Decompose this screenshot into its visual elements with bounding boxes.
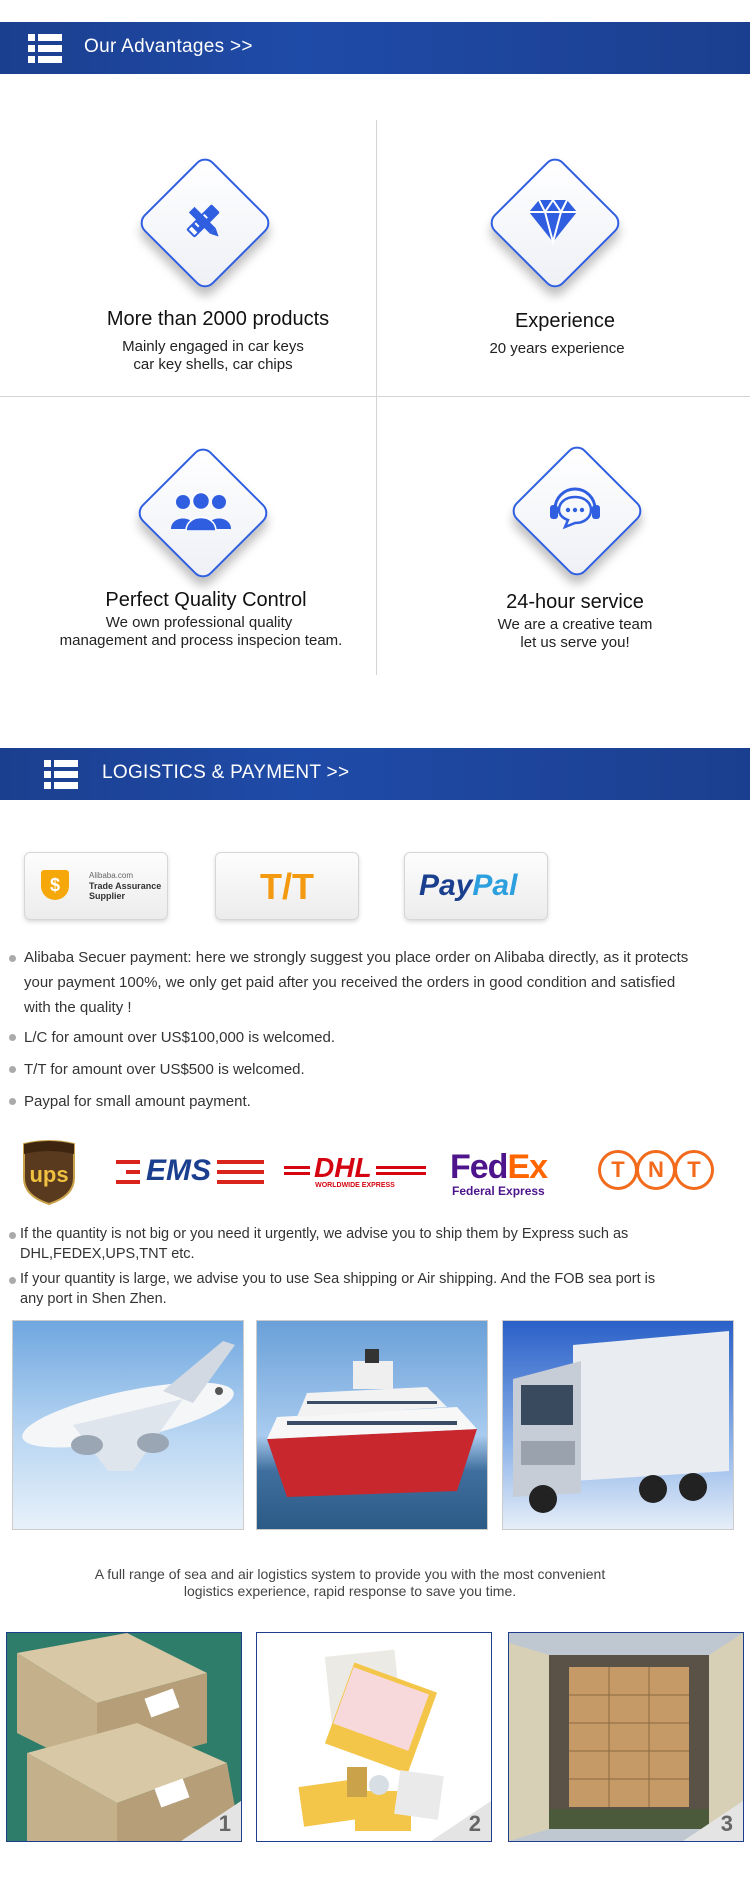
shipping-note: DHL,FEDEX,UPS,TNT etc. [20,1246,195,1262]
ems-logo [116,1150,264,1194]
alibaba-brand: Alibaba.com [89,871,134,880]
payment-note: T/T for amount over US$500 is welcomed. [24,1061,305,1078]
advantage-products-badge [128,146,278,296]
payment-note: your payment 100%, we only get paid after you received the orders in good condition and satisfied [24,974,676,991]
dhl-logo [284,1148,426,1194]
advantage-experience-badge [478,146,628,296]
payment-note: L/C for amount over US$100,000 is welcomed. [24,1029,335,1046]
grid-divider-vertical [376,120,377,675]
advantage-service-badge [500,434,650,584]
advantage-title: Perfect Quality Control [105,589,307,611]
advantage-text-line: We own professional quality [105,614,293,631]
shipping-note: If your quantity is large, we advise you to use Sea shipping or Air shipping. And the FOB sea port is [20,1271,656,1287]
paypal-badge [404,852,548,920]
bullet [9,1034,16,1041]
paypal-logo-pal: Pal [472,869,518,902]
bullet [9,1098,16,1105]
bullet [9,955,16,962]
payment-note: Paypal for small amount payment. [24,1093,251,1110]
bullet [9,1277,16,1284]
shipping-note: any port in Shen Zhen. [20,1291,167,1307]
advantage-title: More than 2000 products [106,308,330,330]
airplane-photo [12,1320,244,1530]
logistics-banner [0,748,750,800]
paypal-logo-pay: Pay [419,869,473,902]
container-loading-photo [508,1632,744,1842]
bullet [9,1232,16,1239]
logistics-caption-line: A full range of sea and air logistics system to provide you with the most convenient [94,1566,606,1582]
tools-icon [128,146,278,296]
fedex-logo [450,1148,566,1198]
tt-label: T/T [260,866,314,907]
bullet [9,1066,16,1073]
ems-text: EMS [140,1154,217,1188]
ups-text: ups [29,1162,69,1187]
shield-dollar-icon: $ [41,870,69,900]
advantage-text-line: car key shells, car chips [133,356,293,373]
tnt-letter: T [674,1150,714,1190]
dhl-text: DHL [310,1152,376,1184]
advantage-text-line: 20 years experience [489,340,625,357]
headset-icon [500,434,650,584]
ups-logo [20,1140,78,1206]
dhl-boxes-photo [6,1632,242,1842]
advantage-text-line: Mainly engaged in car keys [122,338,304,355]
fedex-wordmark [450,1148,547,1187]
advantages-banner [0,22,750,74]
logistics-caption-line: logistics experience, rapid response to save you time. [183,1583,517,1599]
advantage-title: 24-hour service [506,591,644,613]
paypal-logo [419,869,517,903]
tnt-letter: N [636,1150,676,1190]
team-icon [126,436,276,586]
tnt-letter: T [598,1150,638,1190]
package-number: 1 [218,1811,231,1836]
trade-assurance-label: Trade Assurance [89,881,162,891]
package-number: 2 [468,1811,481,1836]
advantage-title: Experience [514,310,616,332]
tnt-logo [598,1148,718,1198]
shipping-note: If the quantity is not big or you need it urgently, we advise you to ship them by Express such as [20,1226,629,1242]
tt-badge [215,852,359,920]
payment-note: with the quality ! [24,999,132,1016]
logistics-title: LOGISTICS & PAYMENT >> [102,762,350,783]
list-icon [44,760,78,790]
grid-divider-horizontal [0,396,750,397]
advantage-text-line: management and process inspecion team. [59,632,343,649]
payment-note: Alibaba Secuer payment: here we strongly suggest you place order on Alibaba directly, as it protects [24,949,689,966]
cruise-ship-photo [256,1320,488,1530]
bubble-mailers-photo [256,1632,492,1842]
supplier-label: Supplier [89,891,126,901]
dhl-subtext: WORLDWIDE EXPRESS [315,1182,395,1189]
alibaba-trade-assurance-badge [24,852,168,920]
fedex-subtext: Federal Express [452,1184,545,1198]
truck-photo [502,1320,734,1530]
advantage-text-line: let us serve you! [520,634,630,651]
fedex-fed: Fed [450,1148,508,1186]
advantages-title: Our Advantages >> [84,36,253,57]
diamond-icon [478,146,628,296]
list-icon [28,34,62,64]
fedex-ex: Ex [507,1148,548,1186]
advantage-text-line: We are a creative team [497,616,653,633]
advantage-quality-badge [126,436,276,586]
package-number: 3 [720,1811,733,1836]
